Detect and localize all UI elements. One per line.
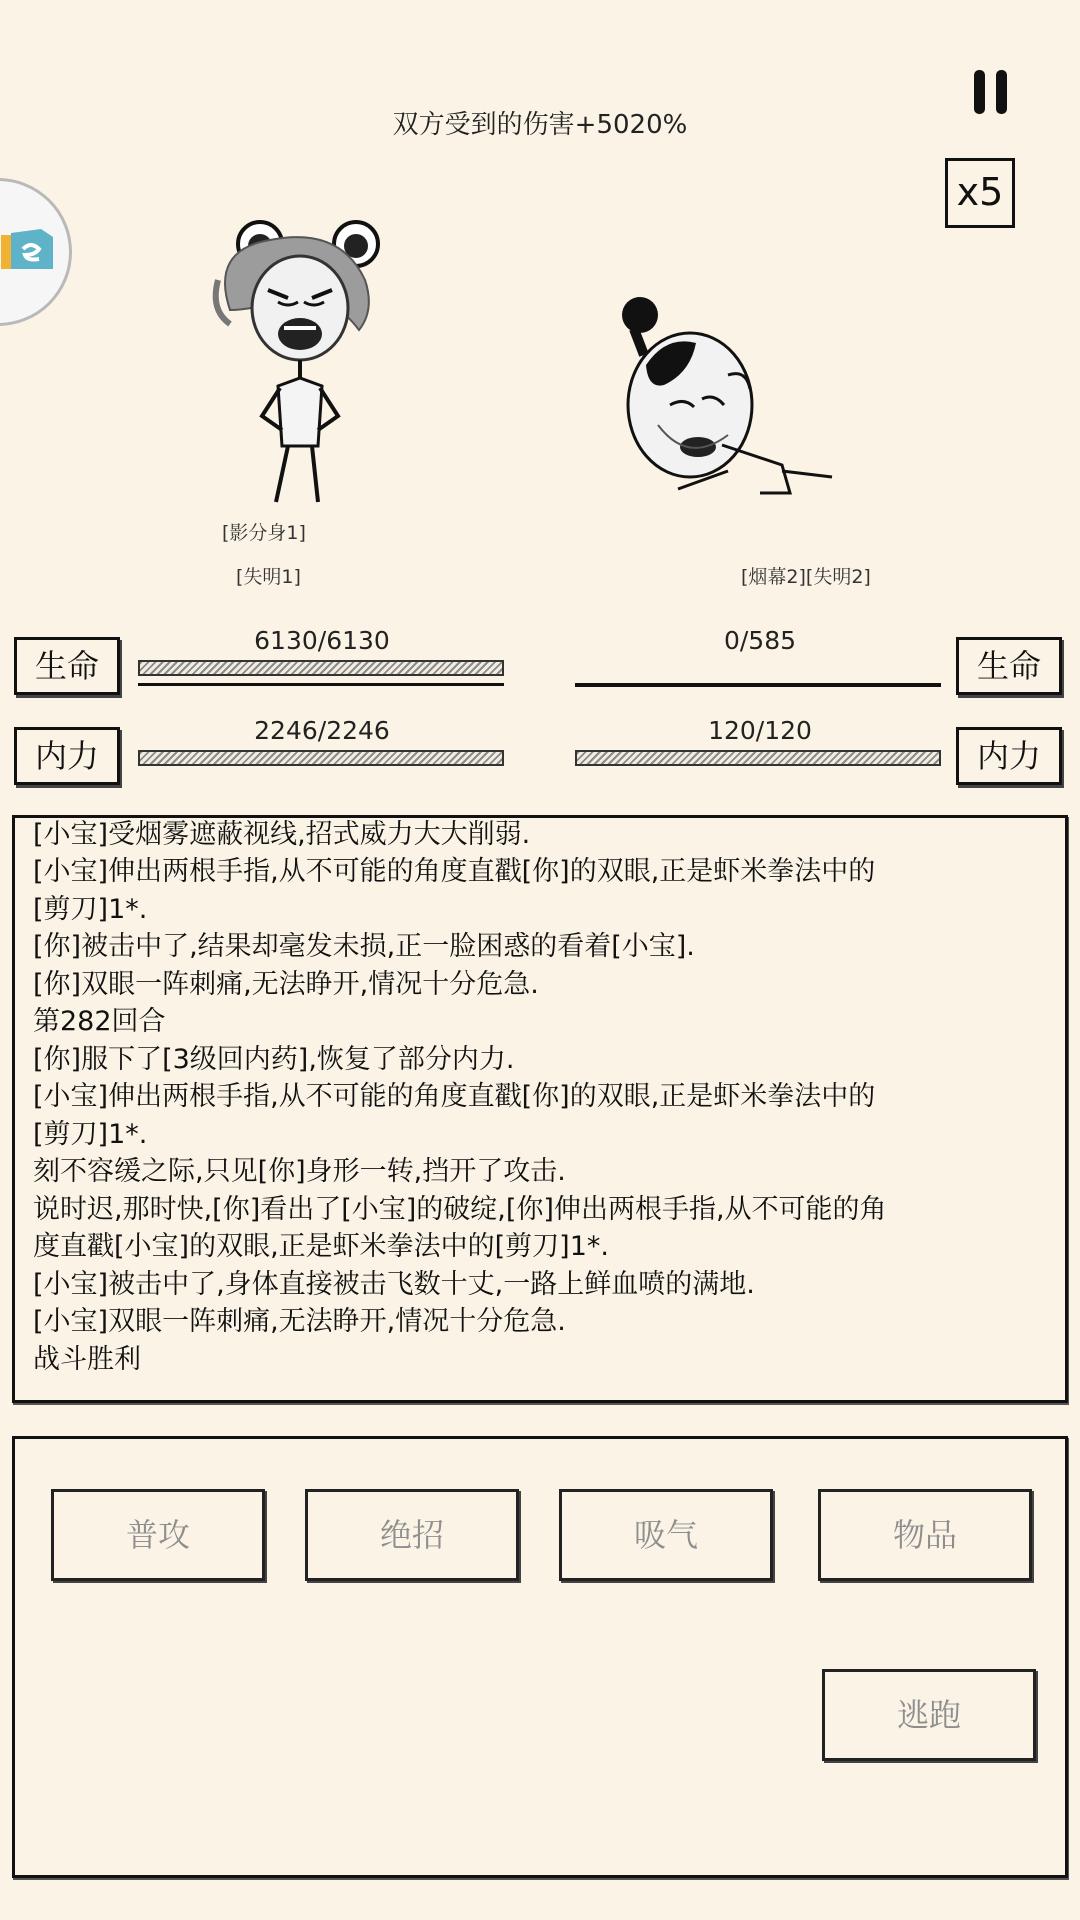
- pause-icon: [974, 70, 985, 114]
- log-line: [你]服下了[3级回内药],恢复了部分内力.: [33, 1043, 515, 1075]
- log-line: [小宝]伸出两根手指,从不可能的角度直戳[你]的双眼,正是虾米拳法中的: [33, 856, 876, 887]
- enemy-character: [610, 295, 840, 505]
- log-line: [你]双眼一阵刺痛,无法睁开,情况十分危急.: [33, 968, 539, 1000]
- player-mp-label: 内力: [14, 727, 120, 785]
- breathe-button[interactable]: 吸气: [559, 1489, 773, 1581]
- floating-side-badge[interactable]: [0, 178, 72, 326]
- player-status-blind: [失明1]: [236, 566, 301, 588]
- enemy-hp-label: 生命: [956, 637, 1062, 695]
- enemy-mp-label: 内力: [956, 727, 1062, 785]
- player-hp-value: 6130/6130: [254, 626, 390, 655]
- action-panel: [12, 1436, 1068, 1878]
- flee-button[interactable]: 逃跑: [822, 1669, 1036, 1761]
- log-line: 战斗胜利: [33, 1343, 141, 1375]
- log-line: 说时迟,那时快,[你]看出了[小宝]的破绽,[你]伸出两根手指,从不可能的角: [33, 1193, 887, 1225]
- player-status-shadow-clone: [影分身1]: [222, 522, 306, 544]
- enemy-hp-bar: [575, 683, 941, 687]
- enemy-mp-bar: [575, 750, 941, 766]
- attack-button[interactable]: 普攻: [51, 1489, 265, 1581]
- player-mp-value: 2246/2246: [254, 716, 390, 745]
- battle-log-lines: [33, 816, 1051, 1379]
- player-character: [200, 210, 410, 510]
- damage-modifier-banner: 双方受到的伤害+5020%: [392, 110, 688, 140]
- pause-icon-bar: [996, 70, 1007, 114]
- player-hp-bar: [138, 660, 504, 676]
- log-line: [小宝]被击中了,身体直接被击飞数十丈,一路上鲜血喷的满地.: [33, 1268, 755, 1300]
- app-badge-icon: [1, 229, 55, 273]
- log-line: [小宝]双眼一阵刺痛,无法睁开,情况十分危急.: [33, 1306, 566, 1337]
- items-button[interactable]: 物品: [818, 1489, 1032, 1581]
- battle-log[interactable]: [12, 815, 1068, 1403]
- pause-button[interactable]: [970, 70, 1014, 116]
- enemy-status-effects: [烟幕2][失明2]: [741, 566, 871, 588]
- enemy-mp-value: 120/120: [708, 716, 812, 745]
- log-line: [小宝]受烟雾遮蔽视线,招式威力大大削弱.: [33, 818, 531, 850]
- log-line: [剪刀]1*.: [33, 1118, 148, 1150]
- log-line: 度直戳[小宝]的双眼,正是虾米拳法中的[剪刀]1*.: [33, 1231, 609, 1262]
- enemy-hp-value: 0/585: [723, 626, 797, 655]
- player-hp-bar-underline: [138, 683, 504, 686]
- log-line: 第282回合: [33, 1006, 166, 1037]
- player-mp-fill: [140, 752, 502, 764]
- player-hp-label: 生命: [14, 637, 120, 695]
- log-line: 刻不容缓之际,只见[你]身形一转,挡开了攻击.: [33, 1156, 566, 1187]
- log-line: [剪刀]1*.: [33, 893, 148, 925]
- log-line: [你]被击中了,结果却毫发未损,正一脸困惑的看着[小宝].: [33, 931, 695, 962]
- player-hp-fill: [140, 662, 502, 674]
- log-line: [小宝]伸出两根手指,从不可能的角度直戳[你]的双眼,正是虾米拳法中的: [33, 1081, 876, 1112]
- enemy-mp-fill: [577, 752, 939, 764]
- ultimate-button[interactable]: 绝招: [305, 1489, 519, 1581]
- player-mp-bar: [138, 750, 504, 766]
- speed-toggle-button[interactable]: x5: [945, 158, 1015, 228]
